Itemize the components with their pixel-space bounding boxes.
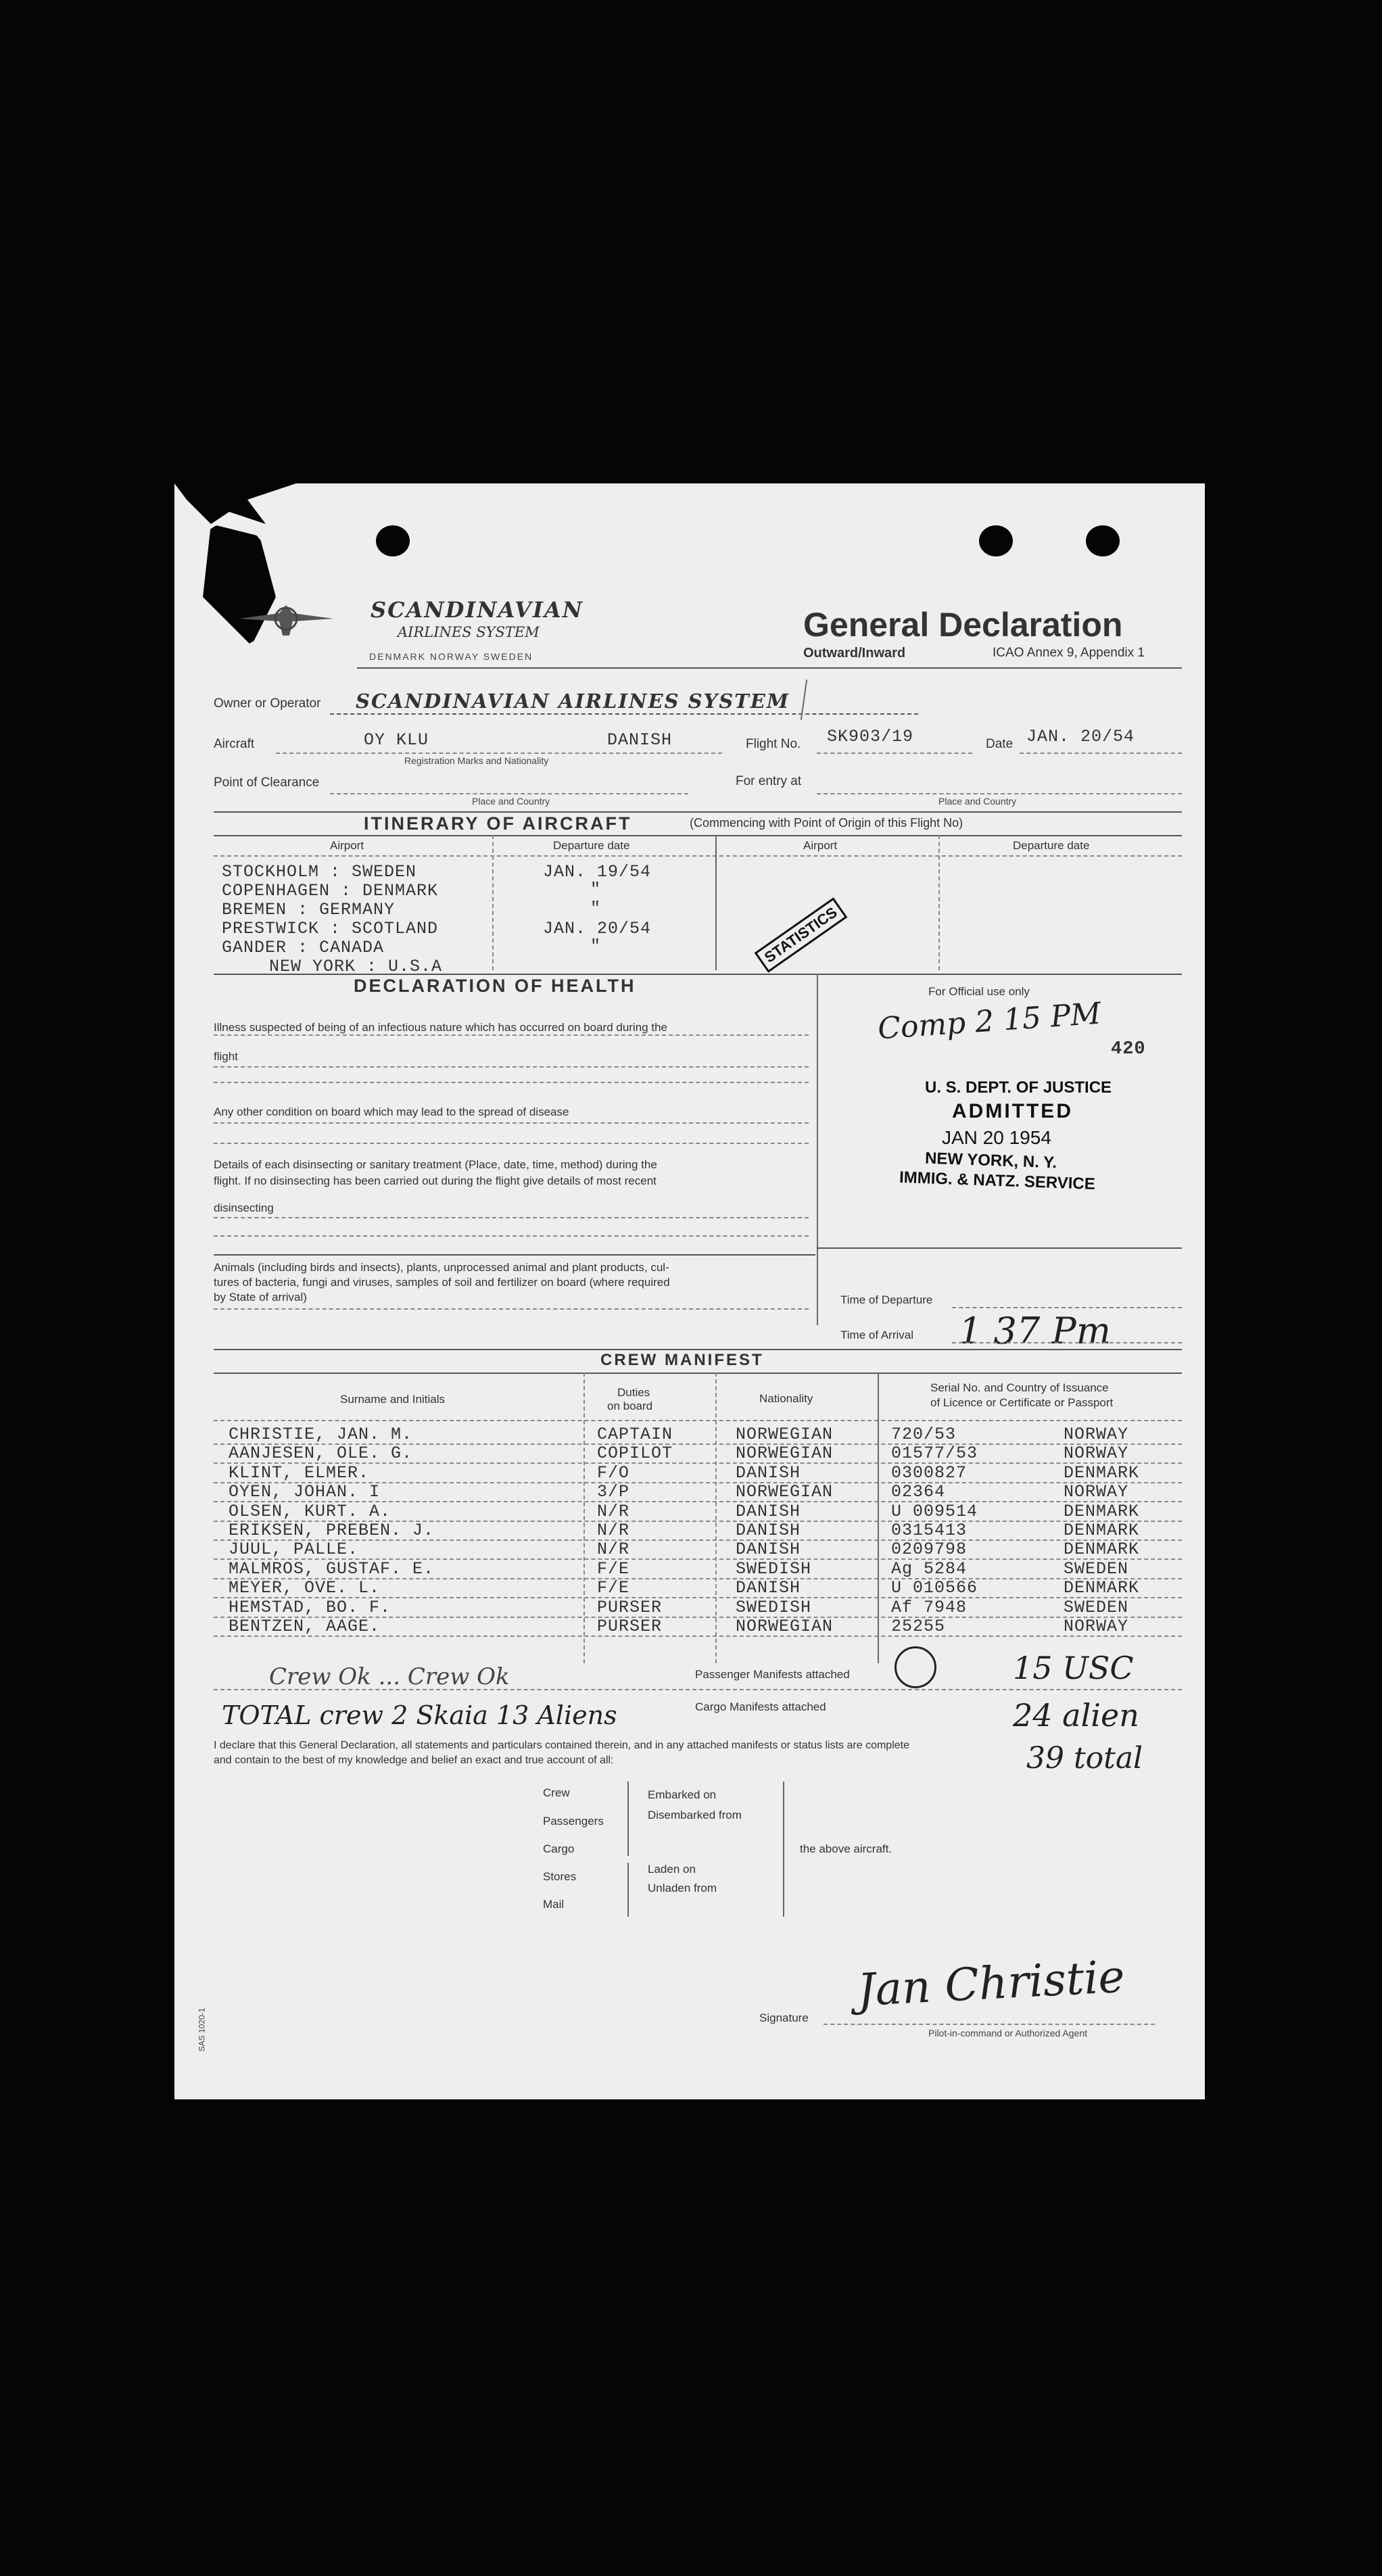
itinerary-airport: STOCKHOLM : SWEDEN [222, 862, 417, 882]
owner-label: Owner or Operator [214, 696, 321, 711]
decl-aircraft: the above aircraft. [800, 1842, 892, 1855]
crew-country: NORWAY [1064, 1425, 1129, 1444]
health-illness-2: flight [214, 1050, 238, 1063]
crew-duty: N/R [597, 1501, 630, 1521]
decl-stores: Stores [543, 1870, 577, 1883]
crew-serial: 0300827 [891, 1462, 968, 1483]
decl-crew: Crew [543, 1786, 570, 1799]
health-line [214, 1122, 809, 1124]
health-rule [214, 974, 1182, 975]
owner-value: SCANDINAVIAN AIRLINES SYSTEM [356, 690, 790, 713]
official-number: 420 [1111, 1039, 1146, 1059]
crew-duty: 3/P [597, 1482, 630, 1502]
arrival-handwriting: 1 37 Pm [959, 1310, 1111, 1352]
itinerary-col [492, 835, 494, 970]
crew-rule [214, 1349, 1182, 1350]
crew-row [174, 1502, 1205, 1522]
aircraft-line [276, 753, 722, 754]
itinerary-date: JAN. 20/54 [543, 919, 652, 938]
time-departure-label: Time of Departure [840, 1293, 933, 1306]
form-title: General Declaration [803, 606, 1123, 644]
entry-sublabel: Place and Country [938, 796, 1017, 807]
flight-label: Flight No. [746, 737, 801, 751]
col-airport: Airport [330, 839, 364, 852]
itinerary-airport: NEW YORK : U.S.A [269, 957, 443, 976]
airline-logo [235, 598, 337, 646]
crew-serial: 0315413 [891, 1521, 968, 1540]
form-number: SAS 1020-1 [197, 2007, 207, 2052]
circle-mark [895, 1646, 936, 1688]
itinerary-date: JAN. 19/54 [543, 862, 652, 882]
crew-row-line [214, 1636, 1182, 1637]
date-line [1020, 753, 1182, 754]
crew-nat: DANISH [736, 1462, 801, 1483]
crew-name: MEYER, OVE. L. [229, 1578, 381, 1598]
torn-corner [174, 483, 296, 524]
crew-name: BENTZEN, AAGE. [229, 1617, 381, 1636]
crew-row [174, 1444, 1205, 1464]
passenger-manifests-label: Passenger Manifests attached [695, 1668, 850, 1681]
airline-name-line2: AIRLINES SYSTEM [398, 624, 540, 640]
col-departure-2: Departure date [1013, 839, 1090, 852]
crew-nat: NORWEGIAN [736, 1617, 834, 1636]
itinerary-rule-3 [214, 855, 1182, 857]
crew-name: OYEN, JOHAN. I [229, 1482, 381, 1502]
decl-bracket [627, 1863, 629, 1917]
aircraft-sublabel: Registration Marks and Nationality [404, 755, 549, 766]
crew-name: HEMSTAD, BO. F. [229, 1597, 391, 1617]
health-line [214, 1082, 809, 1083]
crew-nat: SWEDISH [736, 1597, 812, 1617]
crew-serial: 02364 [891, 1482, 946, 1502]
crew-country: NORWAY [1064, 1444, 1129, 1464]
manifest-line [214, 1689, 1182, 1690]
itinerary-col [715, 835, 717, 970]
health-other: Any other condition on board which may lead to the spread of disease [214, 1105, 569, 1118]
signature-sublabel: Pilot-in-command or Authorized Agent [928, 2028, 1088, 2038]
health-animals-2: tures of bacteria, fungi and viruses, samples of soil and fertilizer on board (where required [214, 1276, 670, 1289]
cargo-manifests-label: Cargo Manifests attached [695, 1700, 826, 1713]
signature-label: Signature [759, 2011, 809, 2024]
flight-line [817, 753, 972, 754]
stamp-date: JAN 20 1954 [942, 1127, 1051, 1148]
clearance-label: Point of Clearance [214, 776, 320, 790]
health-line [214, 1217, 809, 1218]
crew-serial: U 010566 [891, 1578, 978, 1598]
entry-label: For entry at [736, 774, 802, 788]
crew-row [174, 1425, 1205, 1445]
decl-cargo: Cargo [543, 1842, 575, 1855]
health-heading: DECLARATION OF HEALTH [354, 976, 636, 996]
crew-nat: NORWEGIAN [736, 1444, 834, 1464]
health-animals: Animals (including birds and insects), plants, unprocessed animal and plant products, cul- [214, 1261, 669, 1274]
total-crew-handwriting: TOTAL crew 2 Skaia 13 Aliens [222, 1700, 617, 1730]
itinerary-rule-2 [214, 835, 1182, 836]
itinerary-note: (Commencing with Point of Origin of this Flight No) [690, 816, 963, 830]
crew-duty: N/R [597, 1540, 630, 1560]
health-line [214, 1066, 809, 1068]
punch-hole [979, 525, 1013, 556]
health-disinfect: Details of each disinsecting or sanitary treatment (Place, date, time, method) during the [214, 1158, 657, 1171]
stamp-admitted: ADMITTED [952, 1100, 1073, 1122]
aircraft-registration: OY KLU [364, 730, 429, 750]
crew-country: DENMARK [1064, 1578, 1140, 1598]
crew-col-name: Surname and Initials [340, 1393, 445, 1406]
decl-embarked: Embarked on [648, 1788, 717, 1801]
crew-name: ERIKSEN, PREBEN. J. [229, 1521, 435, 1540]
stamp-city: NEW YORK, N. Y. [924, 1149, 1057, 1172]
crew-serial: 720/53 [891, 1425, 957, 1444]
crew-serial: Af 7948 [891, 1597, 968, 1617]
airline-countries: DENMARK NORWAY SWEDEN [369, 651, 533, 662]
crew-col-duties: Duties [617, 1386, 650, 1399]
crew-country: DENMARK [1064, 1540, 1140, 1560]
crew-country: SWEDEN [1064, 1558, 1129, 1579]
crew-row [174, 1540, 1205, 1560]
official-rule [817, 1247, 1182, 1249]
decl-bracket-right [783, 1782, 784, 1917]
crew-country: DENMARK [1064, 1462, 1140, 1483]
official-divider [817, 974, 818, 1325]
official-line [952, 1342, 1182, 1343]
crew-duty: F/O [597, 1462, 630, 1483]
punch-hole [1086, 525, 1120, 556]
itinerary-date: " [590, 936, 602, 956]
crew-serial: 01577/53 [891, 1444, 978, 1464]
stamp-dept: U. S. DEPT. OF JUSTICE [925, 1078, 1112, 1097]
owner-line [330, 713, 918, 715]
itinerary-heading: ITINERARY OF AIRCRAFT [364, 813, 632, 834]
crew-rule-2 [214, 1373, 1182, 1374]
health-disinfect-3: disinsecting [214, 1201, 274, 1214]
health-line [214, 1308, 809, 1310]
decl-mail: Mail [543, 1898, 565, 1911]
decl-disembarked: Disembarked from [648, 1809, 742, 1821]
crew-nat: DANISH [736, 1501, 801, 1521]
itinerary-col [938, 835, 940, 970]
crew-country: DENMARK [1064, 1501, 1140, 1521]
health-rule-2 [214, 1254, 815, 1256]
crew-serial: 0209798 [891, 1540, 968, 1560]
date-value: JAN. 20/54 [1026, 727, 1135, 746]
entry-line [817, 793, 1182, 794]
crew-col-serial: Serial No. and Country of Issuance [930, 1381, 1109, 1394]
health-line [214, 1034, 809, 1036]
flight-number: SK903/19 [827, 727, 914, 746]
aircraft-nationality: DANISH [607, 730, 673, 750]
decl-bracket [627, 1782, 629, 1856]
crew-country: NORWAY [1064, 1482, 1129, 1502]
crew-duty: COPILOT [597, 1444, 673, 1464]
crew-duty: F/E [597, 1578, 630, 1598]
airline-name: SCANDINAVIAN [371, 597, 583, 623]
crew-row [174, 1578, 1205, 1598]
itinerary-date: " [590, 899, 602, 918]
crew-nat: NORWEGIAN [736, 1482, 834, 1502]
form-subtitle: Outward/Inward [803, 646, 906, 661]
crew-country: SWEDEN [1064, 1597, 1129, 1617]
crew-row [174, 1482, 1205, 1502]
crew-duty: CAPTAIN [597, 1425, 673, 1444]
col-airport-2: Airport [803, 839, 838, 852]
crew-nat: DANISH [736, 1540, 801, 1560]
crew-nat: DANISH [736, 1521, 801, 1540]
crew-col-nationality: Nationality [759, 1392, 813, 1405]
official-handwriting: Comp 2 15 PM [876, 996, 1103, 1047]
health-illness: Illness suspected of being of an infectious nature which has occurred on board during the [214, 1021, 667, 1034]
crew-col-serial-2: of Licence or Certificate or Passport [930, 1396, 1114, 1409]
crew-row [174, 1463, 1205, 1483]
decl-unladen: Unladen from [648, 1882, 717, 1894]
crew-row [174, 1617, 1205, 1637]
itinerary-rule [214, 811, 1182, 813]
itinerary-date: " [590, 880, 602, 899]
crew-serial: U 009514 [891, 1501, 978, 1521]
crew-duty: PURSER [597, 1617, 663, 1636]
date-label: Date [986, 737, 1014, 751]
header-rule [357, 667, 1182, 669]
crew-name: KLINT, ELMER. [229, 1462, 370, 1483]
crew-ok-handwriting: Crew Ok ... Crew Ok [269, 1663, 510, 1690]
aliens-handwriting: 24 alien [1013, 1697, 1139, 1734]
health-line [214, 1235, 809, 1237]
total-handwriting: 39 total [1026, 1741, 1143, 1775]
crew-nat: NORWEGIAN [736, 1425, 834, 1444]
statistics-stamp: STATISTICS [755, 897, 848, 973]
punch-hole [376, 525, 410, 556]
crew-nat: SWEDISH [736, 1558, 812, 1579]
crew-col-duties-2: on board [607, 1400, 653, 1412]
crew-name: AANJESEN, OLE. G. [229, 1444, 413, 1464]
clearance-sublabel: Place and Country [472, 796, 550, 807]
itinerary-airport: BREMEN : GERMANY [222, 900, 396, 920]
signature-line [824, 2024, 1155, 2025]
crew-nat: DANISH [736, 1578, 801, 1598]
crew-row [174, 1559, 1205, 1579]
crew-row [174, 1598, 1205, 1618]
signature-handwriting: Jan Christie [856, 1950, 1126, 2017]
crew-rule-3 [214, 1420, 1182, 1421]
declaration-text: I declare that this General Declaration, all statements and particulars contained therein, and in any attached manifests or status lists are complete [214, 1740, 909, 1751]
crew-serial: Ag 5284 [891, 1558, 968, 1579]
official-label: For Official use only [928, 985, 1030, 998]
decl-passengers: Passengers [543, 1815, 604, 1828]
clearance-line [330, 793, 688, 794]
itinerary-airport: COPENHAGEN : DENMARK [222, 881, 439, 901]
itinerary-airport: GANDER : CANADA [222, 938, 385, 957]
crew-country: NORWAY [1064, 1617, 1129, 1636]
itinerary-airport: PRESTWICK : SCOTLAND [222, 919, 439, 938]
aircraft-label: Aircraft [214, 737, 255, 751]
crew-row [174, 1521, 1205, 1541]
crew-serial: 25255 [891, 1617, 946, 1636]
declaration-form [174, 483, 1205, 2099]
col-departure: Departure date [553, 839, 630, 852]
declaration-text-2: and contain to the best of my knowledge and belief an exact and true account of all: [214, 1755, 614, 1766]
health-animals-3: by State of arrival) [214, 1291, 307, 1304]
crew-name: OLSEN, KURT. A. [229, 1501, 391, 1521]
crew-country: DENMARK [1064, 1521, 1140, 1540]
crew-duty: F/E [597, 1558, 630, 1579]
crew-duty: N/R [597, 1521, 630, 1540]
crew-name: CHRISTIE, JAN. M. [229, 1425, 413, 1444]
crew-name: MALMROS, GUSTAF. E. [229, 1558, 435, 1579]
time-arrival-label: Time of Arrival [840, 1329, 914, 1341]
health-disinfect-2: flight. If no disinsecting has been carried out during the flight give details of most recent [214, 1174, 657, 1187]
form-annex: ICAO Annex 9, Appendix 1 [993, 646, 1145, 660]
crew-name: JUUL, PALLE. [229, 1540, 359, 1560]
crew-duty: PURSER [597, 1597, 663, 1617]
uscit-handwriting: 15 USC [1013, 1650, 1134, 1686]
official-line [952, 1307, 1182, 1308]
health-line [214, 1143, 809, 1144]
crew-heading: CREW MANIFEST [600, 1351, 764, 1369]
decl-laden: Laden on [648, 1863, 696, 1876]
stamp-service: IMMIG. & NATZ. SERVICE [899, 1168, 1096, 1194]
